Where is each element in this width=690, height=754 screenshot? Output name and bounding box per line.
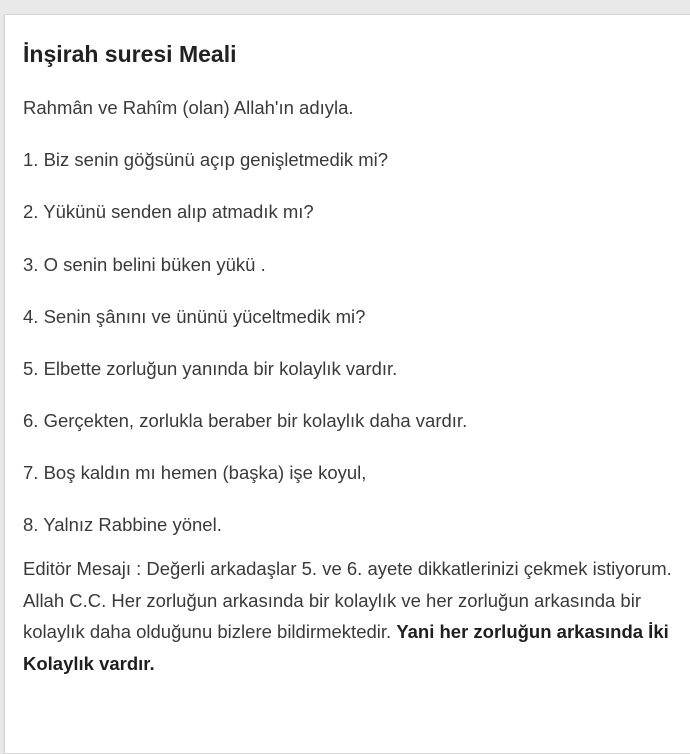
verse-5: 5. Elbette zorluğun yanında bir kolaylık vardır. (23, 358, 398, 379)
editor-message-text: Editör Mesajı : Değerli arkadaşlar 5. ve 6. ayete dikkatlerinizi çekmek istiyorum. Allah C.C. Her zorluğun arkasında bir kolaylık ve her zorluğun arkasında bir kolaylık daha olduğunu bizlere bildirmektedir. (23, 558, 672, 642)
verse-7: 7. Boş kaldın mı hemen (başka) işe koyul, (23, 462, 367, 483)
page-title: İnşirah suresi Meali (23, 41, 237, 67)
basmala-text: Rahmân ve Rahîm (olan) Allah'ın adıyla. (23, 97, 354, 118)
editor-message-emphasis: Yani her zorluğun arkasında İki Kolaylık vardır. (23, 621, 669, 674)
content-card (4, 14, 690, 754)
verse-4: 4. Senin şânını ve ününü yüceltmedik mi? (23, 306, 366, 327)
verse-2: 2. Yükünü senden alıp atmadık mı? (23, 201, 314, 222)
verse-8: 8. Yalnız Rabbine yönel. (23, 514, 222, 535)
verse-3: 3. O senin belini büken yükü . (23, 254, 266, 275)
editor-message (23, 553, 690, 679)
verse-1: 1. Biz senin göğsünü açıp genişletmedik mi? (23, 149, 389, 170)
verse-6: 6. Gerçekten, zorlukla beraber bir kolaylık daha vardır. (23, 410, 468, 431)
